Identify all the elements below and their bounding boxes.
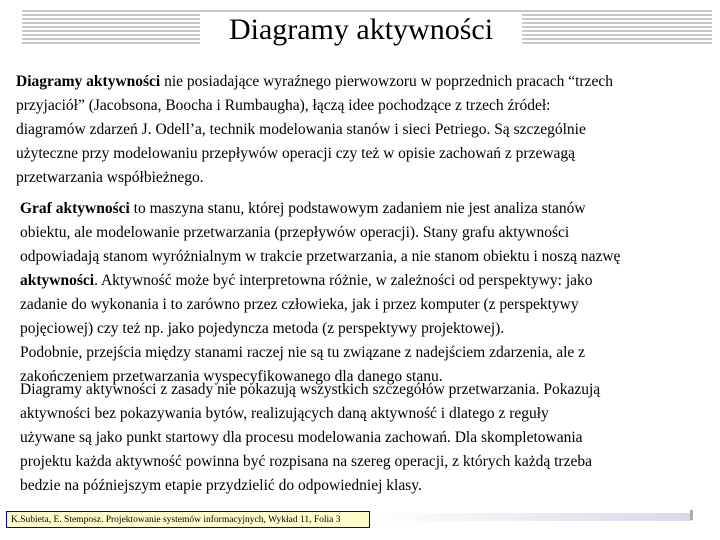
text-line: Graf aktywności to maszyna stanu, której podstawowym zadaniem nie jest analiza stanów — [20, 200, 586, 217]
text-line: pojęciowej) czy też np. jako pojedyncza metoda (z perspektywy projektowej). — [20, 320, 505, 337]
paragraph-activity-graph — [20, 197, 714, 389]
text-line: użyteczne przy modelowaniu przepływów operacji czy też w opisie zachowań z przewagą — [16, 145, 576, 162]
paragraph-intro — [16, 70, 712, 190]
text-line: przyjaciół” (Jacobsona, Boocha i Rumbaugha), łączą idee pochodzące z trzech źródeł: — [16, 97, 551, 114]
bold-term: Diagramy aktywności — [16, 73, 161, 90]
bold-term: Graf aktywności — [20, 200, 130, 217]
text-line: Podobnie, przejścia między stanami raczej nie są tu związane z nadejściem zdarzenia, ale z — [20, 344, 586, 361]
text-line: zakończeniem przetwarzania wyspecyfikowanego dla danego stanu. — [20, 368, 443, 385]
text-line: obiektu, ale modelowanie przetwarzania (przepływów operacji). Stany grafu aktywności — [20, 224, 570, 241]
text-line: używane są jako punkt startowy dla procesu modelowania zachowań. Dla skompletowania — [20, 429, 583, 446]
text-line: odpowiadają stanom wyróżnialnym w trakcie przetwarzania, a nie stanom obiektu i noszą nazwę — [20, 248, 621, 265]
text-line: Diagramy aktywności z zasady nie pokazują wszystkich szczegółów przetwarzania. Pokazują — [20, 381, 601, 398]
bold-term: aktywności — [20, 272, 95, 289]
text-line: przetwarzania współbieżnego. — [16, 169, 204, 186]
text-line: Diagramy aktywności nie posiadające wyraźnego pierwowzoru w poprzednich pracach “trzech — [16, 73, 613, 90]
text-line: bedzie na późniejszym etapie przydzielić do odpowiedniej klasy. — [20, 477, 422, 494]
paragraph-summary — [20, 378, 696, 498]
footer-citation: K.Subieta, E. Stemposz. Projektowanie systemów informacyjnych, Wykład 11, Folia 3 — [6, 511, 370, 528]
text-line: aktywności bez pokazywania bytów, realizujących daną aktywność i dlatego z reguły — [20, 405, 549, 422]
text-line: diagramów zdarzeń J. Odell’a, technik modelowania stanów i sieci Petriego. Są szczególnie — [16, 121, 586, 138]
text-line: projektu każda aktywność powinna być rozpisana na szereg operacji, z których każdą trzeba — [20, 453, 592, 470]
text-line: zadanie do wykonania i to zarówno przez człowieka, jak i przez komputer (z perspektywy — [20, 296, 579, 313]
slide-title: Diagramy aktywności — [200, 12, 522, 48]
footer-decoration-bar — [372, 513, 692, 521]
footer-decoration-tick — [690, 510, 693, 520]
text-line: aktywności. Aktywność może być interpretowna różnie, w zależności od perspektywy: jako — [20, 272, 593, 289]
